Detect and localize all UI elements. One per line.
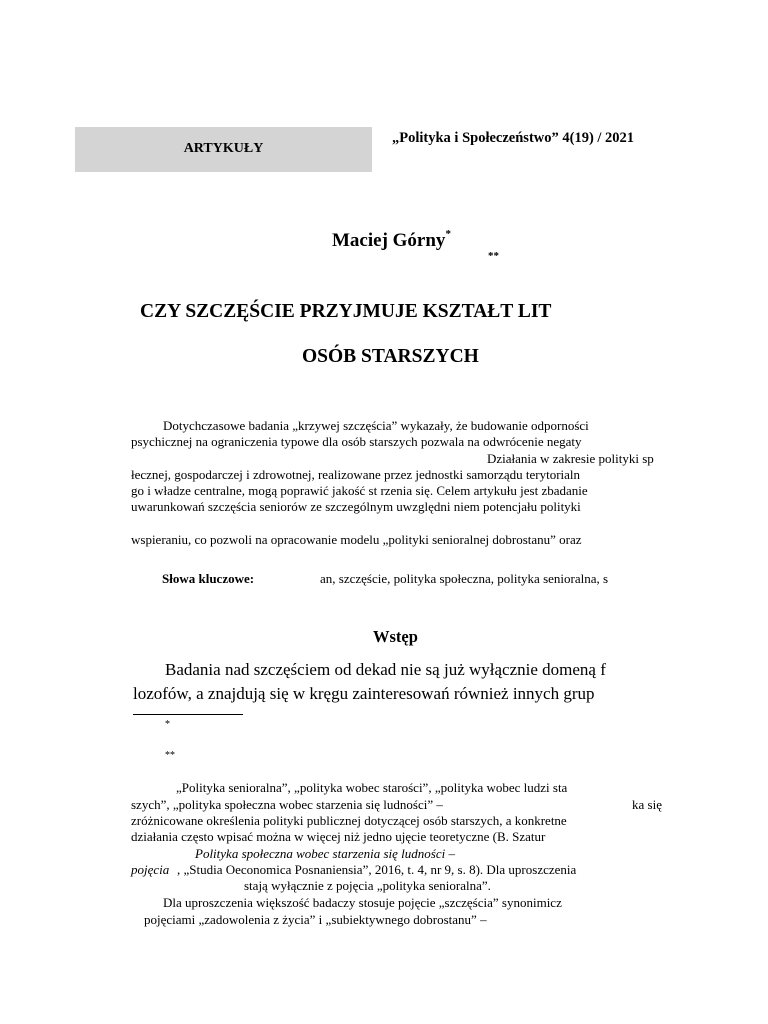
author-footnote-marker: * xyxy=(445,228,451,240)
footnote-line: pojęciami „zadowolenia z życia” i „subiektywnego dobrostanu” – xyxy=(144,912,487,927)
abstract-line: Działania w zakresie polityki sp xyxy=(487,451,654,466)
abstract-line: Dotychczasowe badania „krzywej szczęścia” wykazały, że budowanie odporności xyxy=(163,418,589,433)
keywords-label: Słowa kluczowe: xyxy=(162,571,255,586)
author-name-text: Maciej Górny xyxy=(332,230,446,251)
article-title-line-1: CZY SZCZĘŚCIE PRZYJMUJE KSZTAŁT LIT xyxy=(140,301,552,322)
second-footnote-marker: ** xyxy=(488,250,499,262)
footnote-line: działania często wpisać można w więcej niż jedno ujęcie teoretyczne (B. Szatur xyxy=(131,829,546,844)
keywords xyxy=(0,571,768,589)
section-heading: Wstęp xyxy=(373,627,418,646)
footnote-line: ka się xyxy=(632,797,662,812)
article-title-line-2: OSÓB STARSZYCH xyxy=(302,346,479,367)
footnote-line: Dla uproszczenia większość badaczy stosuje pojęcie „szczęścia” synonimicz xyxy=(163,895,562,910)
body-paragraph-line: lozofów, a znajdują się w kręgu zainteresowań również innych grup xyxy=(133,684,595,703)
keywords-text: an, szczęście, polityka społeczna, polityka senioralna, s xyxy=(320,571,609,586)
footnote-marker: ** xyxy=(165,750,175,761)
abstract-line: wspieraniu, co pozwoli na opracowanie modelu „polityki senioralnej dobrostanu” oraz xyxy=(131,532,582,547)
body-paragraph-line: Badania nad szczęściem od dekad nie są już wyłącznie domeną f xyxy=(165,660,606,679)
footnote-line: szych”, „polityka społeczna wobec starzenia się ludności” – xyxy=(131,797,443,812)
journal-reference: „Polityka i Społeczeństwo” 4(19) / 2021 xyxy=(392,130,635,146)
abstract-line: psychicznej na ograniczenia typowe dla osób starszych pozwala na odwrócenie negaty xyxy=(131,434,582,449)
abstract-line: uwarunkowań szczęścia seniorów ze szczególnym uwzględni niem potencjału polityki xyxy=(131,499,581,514)
footnote-line: zróżnicowane określenia polityki publicznej dotyczącej osób starszych, a konkretne xyxy=(131,813,567,828)
footnote-divider xyxy=(133,714,243,715)
footnote-line: pojęcia xyxy=(131,862,170,877)
section-label: ARTYKUŁY xyxy=(183,141,264,156)
author-name xyxy=(332,228,451,252)
footnote-line: „Polityka senioralna”, „polityka wobec starości”, „polityka wobec ludzi sta xyxy=(176,780,568,795)
section-label-box xyxy=(75,127,372,172)
footnote-marker: * xyxy=(165,719,170,730)
abstract-line: łecznej, gospodarczej i zdrowotnej, realizowane przez jednostki samorządu terytorialn xyxy=(131,467,581,482)
abstract-line: go i władze centralne, mogą poprawić jakość st rzenia się. Celem artykułu jest zbadanie xyxy=(131,483,588,498)
footnote-line: stają wyłącznie z pojęcia „polityka senioralna”. xyxy=(244,878,491,893)
footnote-line: , „Studia Oeconomica Posnaniensia”, 2016, t. 4, nr 9, s. 8). Dla uproszczenia xyxy=(177,862,577,877)
footnote-line: Polityka społeczna wobec starzenia się ludności – xyxy=(195,846,455,861)
